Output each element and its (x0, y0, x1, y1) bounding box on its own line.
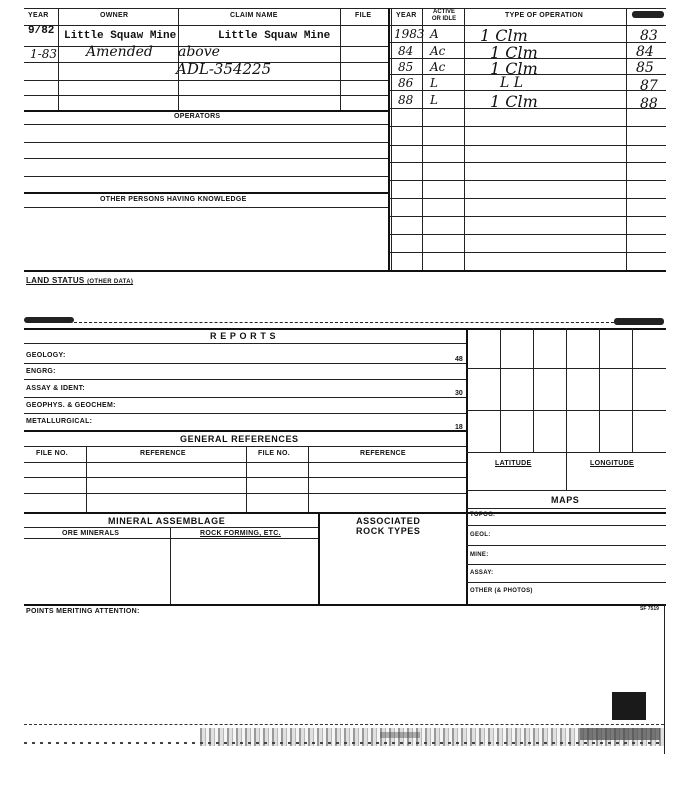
rock-forming-label: ROCK FORMING, ETC. (200, 530, 281, 537)
longitude-label: LONGITUDE (590, 460, 634, 467)
activity-row-2-year: 84 (398, 44, 414, 58)
redacted-mark-right (614, 318, 664, 325)
activity-row-5-status: L (430, 93, 438, 107)
activity-row-4-year: 86 (398, 76, 414, 90)
activity-row-3-operation: 1 Clm (490, 59, 538, 78)
activity-row-3-mark: 85 (636, 60, 654, 76)
owner-row-2-claim: above (178, 44, 220, 60)
assay-ident-label: ASSAY & IDENT: (26, 385, 86, 392)
col-type-of-operation: TYPE OF OPERATION (505, 12, 584, 19)
activity-row-5-operation: 1 Clm (490, 92, 538, 111)
latitude-label: LATITUDE (495, 460, 532, 467)
operators-heading: OPERATORS (174, 113, 221, 120)
activity-row-2-mark: 84 (636, 44, 654, 60)
col-year: YEAR (28, 12, 49, 19)
other-persons-heading: OTHER PERSONS HAVING KNOWLEDGE (100, 196, 247, 203)
col-idle: OR IDLE (431, 16, 457, 22)
col-claim-name: CLAIM NAME (230, 12, 278, 19)
ref-reference-2: REFERENCE (360, 450, 406, 457)
activity-row-1-operation: 1 Clm (480, 26, 528, 45)
associated-rock-types-heading: ASSOCIATED ROCK TYPES (356, 516, 421, 536)
points-meriting-attention-label: POINTS MERITING ATTENTION: (26, 608, 140, 615)
owner-row-1-claim: Little Squaw Mine (218, 30, 331, 42)
geology-label: GEOLOGY: (26, 352, 66, 359)
activity-row-4-operation: L L (500, 75, 524, 91)
col-active: ACTIVE (432, 9, 455, 15)
report-number-18: 18 (455, 424, 463, 431)
geophys-label: GEOPHYS. & GEOCHEM: (26, 402, 116, 409)
topog-label: TOPOG: (470, 512, 496, 518)
ref-file-no-2: FILE NO. (258, 450, 290, 457)
geol-label: GEOL: (470, 532, 491, 538)
activity-row-1-year: 1983 (394, 27, 425, 41)
owner-row-1-year: 9/82 (28, 25, 55, 37)
dark-scan-block (612, 692, 646, 720)
col-file: FILE (355, 12, 372, 19)
activity-row-3-year: 85 (398, 60, 414, 74)
report-number-30: 30 (455, 390, 463, 397)
ref-reference-1: REFERENCE (140, 450, 186, 457)
redacted-mark-left (24, 317, 74, 323)
mineral-assemblage-heading: MINERAL ASSEMBLAGE (108, 516, 226, 526)
other-photos-label: OTHER (& PHOTOS) (470, 588, 533, 594)
activity-row-1-mark: 83 (640, 28, 658, 44)
maps-heading: MAPS (551, 495, 580, 505)
redacted-header-mark (632, 11, 664, 18)
activity-row-4-status: L (430, 76, 438, 90)
report-number-48: 48 (455, 356, 463, 363)
ore-minerals-label: ORE MINERALS (62, 530, 120, 537)
activity-row-4-mark: 87 (640, 78, 658, 94)
owner-row-2-owner: Amended (86, 44, 153, 60)
land-status-heading: LAND STATUS (OTHER DATA) (26, 276, 134, 285)
mine-label: MINE: (470, 552, 489, 558)
owner-row-2-year: 1-83 (30, 47, 57, 61)
metallurgical-label: METALLURGICAL: (26, 418, 93, 425)
activity-row-5-year: 88 (398, 93, 414, 107)
col-act-year: YEAR (396, 12, 417, 19)
form-number: SF 7519 (640, 606, 659, 612)
owner-row-3-claim: ADL-354225 (176, 60, 272, 78)
activity-row-1-status: A (430, 27, 439, 41)
activity-row-5-mark: 88 (640, 96, 658, 112)
activity-row-3-status: Ac (430, 60, 446, 74)
general-references-heading: GENERAL REFERENCES (180, 434, 299, 444)
activity-row-2-status: Ac (430, 44, 446, 58)
ref-file-no-1: FILE NO. (36, 450, 68, 457)
assay-map-label: ASSAY: (470, 570, 494, 576)
reports-heading: R E P O R T S (210, 331, 277, 341)
engrg-label: ENGRG: (26, 368, 56, 375)
activity-row-2-operation: 1 Clm (490, 43, 538, 62)
col-owner: OWNER (100, 12, 129, 19)
owner-row-1-owner: Little Squaw Mine (64, 30, 177, 42)
